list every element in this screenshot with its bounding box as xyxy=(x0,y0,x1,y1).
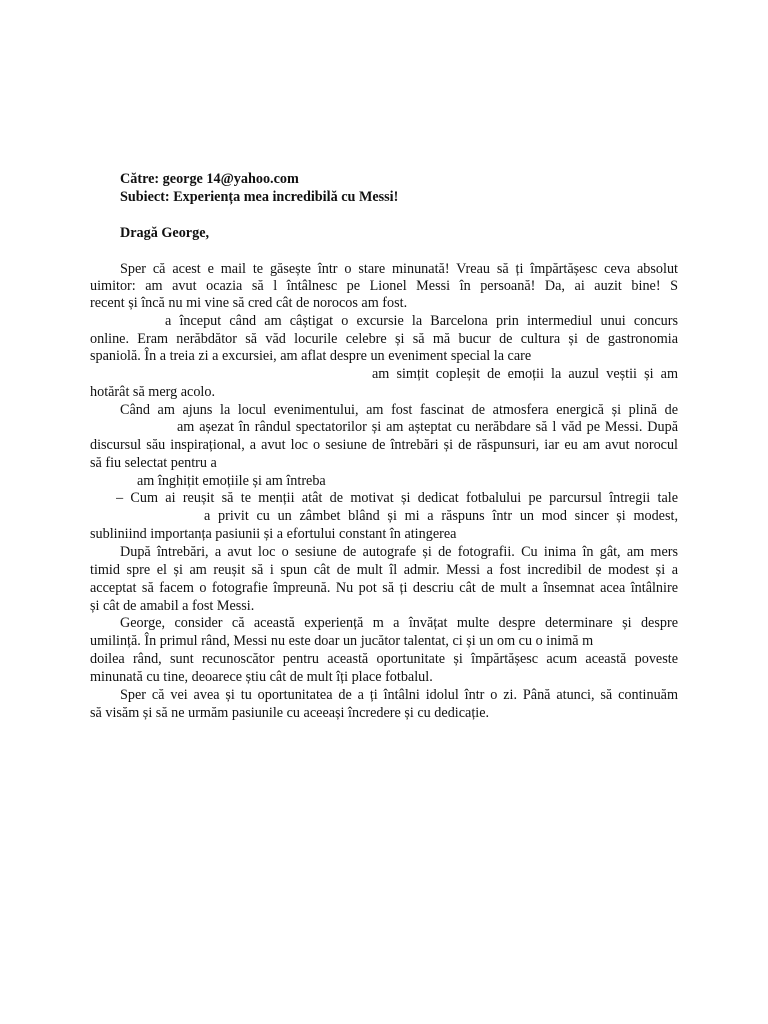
body-line: După întrebări, a avut loc o sesiune de autografe și de fotografii. Cu inima în gât, am mers xyxy=(120,544,678,560)
body-line: timid spre el și am reușit să i spun cât de mult îl admir. Messi a fost incredibil de modest și a xyxy=(90,562,678,578)
body-line: – Cum ai reușit să te menții atât de motivat și dedicat fotbalului pe parcursul întregii tale xyxy=(116,490,678,506)
subject-line: Subiect: Experiența mea incredibilă cu Messi! xyxy=(120,189,399,205)
body-line: spaniolă. În a treia zi a excursiei, am aflat despre un eveniment special la care xyxy=(90,348,532,364)
body-line: hotărât să merg acolo. xyxy=(90,384,216,400)
recipient-line: Către: george 14@yahoo.com xyxy=(120,171,299,187)
body-line: să fiu selectat pentru a xyxy=(90,455,217,471)
body-line: uimitor: am avut ocazia să l întâlnesc pe Lionel Messi în persoană! Da, ai auzit bine! S xyxy=(90,278,678,294)
body-line: umilință. În primul rând, Messi nu este doar un jucător talentat, ci și un om cu o inimă m xyxy=(90,633,594,649)
body-line: Sper că vei avea și tu oportunitatea de a ți întâlni idolul într o zi. Până atunci, să continuăm xyxy=(120,687,678,703)
body-line: am înghițit emoțiile și am întreba xyxy=(137,473,326,489)
greeting: Dragă George, xyxy=(120,225,210,241)
body-line: și cât de amabil a fost Messi. xyxy=(90,598,255,614)
body-line: am așezat în rândul spectatorilor și am așteptat cu nerăbdare să l văd pe Messi. După xyxy=(177,419,678,435)
body-line: a început când am câștigat o excursie la Barcelona prin intermediul unui concurs xyxy=(165,313,678,329)
body-line: recent și încă nu mi vine să cred cât de norocos am fost. xyxy=(90,295,408,311)
body-line: acceptat să facem o fotografie împreună. Nu pot să ți descriu cât de mult a însemnat acea întâlnire xyxy=(90,580,678,596)
body-line: minunată cu tine, deoarece știu cât de mult îți place fotbalul. xyxy=(90,669,433,685)
body-line: doilea rând, sunt recunoscător pentru această oportunitate și împărtășesc acum această poveste xyxy=(90,651,678,667)
body-line: a privit cu un zâmbet blând și mi a răspuns într un mod sincer și modest, xyxy=(204,508,678,524)
body-line: am simțit copleșit de emoții la auzul veștii și am xyxy=(372,366,678,382)
body-line: online. Eram nerăbdător să văd locurile celebre și să mă bucur de cultura și de gastronomia xyxy=(90,331,678,347)
body-line: Sper că acest e mail te găsește într o stare minunată! Vreau să ți împărtășesc ceva absolut xyxy=(120,261,678,277)
body-line: să visăm și să ne urmăm pasiunile cu aceeași încredere și cu dedicație. xyxy=(90,705,490,721)
body-line: Când am ajuns la locul evenimentului, am fost fascinat de atmosfera energică și plină de xyxy=(120,402,678,418)
body-line: subliniind importanța pasiunii și a efortului constant în atingerea xyxy=(90,526,457,542)
body-line: discursul său inspirațional, a avut loc o sesiune de întrebări și de răspunsuri, iar eu am avut norocul xyxy=(90,437,678,453)
body-line: George, consider că această experiență m a învățat multe despre determinare și despre xyxy=(120,615,678,631)
